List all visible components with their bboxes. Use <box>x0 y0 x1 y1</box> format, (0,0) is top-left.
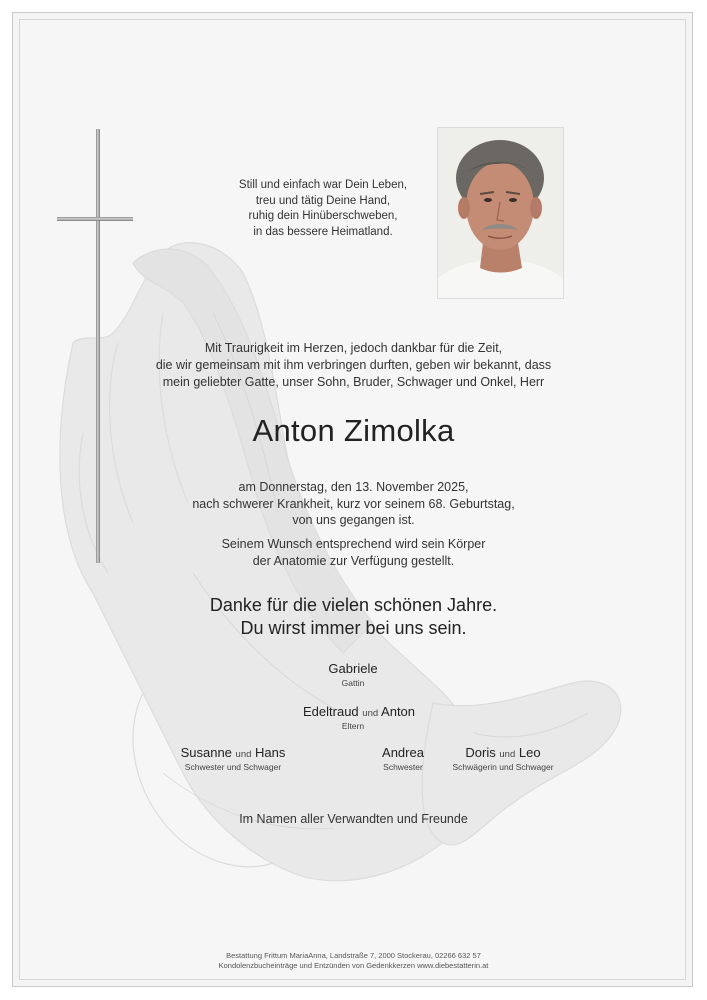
mourner-and: und <box>362 708 379 719</box>
verse-line: treu und tätig Deine Hand, <box>255 194 391 207</box>
intro-line: die wir gemeinsam mit ihm verbringen durften, geben wir bekannt, dass <box>155 358 552 372</box>
mourner-parents <box>303 704 416 731</box>
intro-line: Mit Traurigkeit im Herzen, jedoch dankbar für die Zeit, <box>204 341 503 355</box>
wish-text <box>113 536 594 569</box>
wish-line: Seinem Wunsch entsprechend wird sein Körper <box>221 537 486 551</box>
mourner-name: Anton <box>381 704 416 719</box>
footer-line: Bestattung Frittum MariaAnna, Landstraße 7, 2000 Stockerau, 02266 632 57 <box>226 951 481 960</box>
footer <box>113 951 594 971</box>
date-line: von uns gegangen ist. <box>292 513 415 527</box>
mourner-role: Eltern <box>341 721 365 731</box>
deceased-name: Anton Zimolka <box>252 413 455 448</box>
cross-icon <box>96 129 100 563</box>
verse <box>173 178 473 240</box>
mourner-andrea <box>368 745 438 772</box>
mourner-and: und <box>235 749 252 760</box>
portrait-photo <box>437 127 564 299</box>
mourner-name: Gabriele <box>328 661 378 676</box>
mourner-name: Edeltraud <box>303 704 359 719</box>
thanks-line: Danke für die vielen schönen Jahre. <box>209 595 498 615</box>
date-line: nach schwerer Krankheit, kurz vor seinem 68. Geburtstag, <box>192 496 515 511</box>
mourner-name: Andrea <box>382 745 424 760</box>
intro-text <box>113 340 594 391</box>
footer-line: Kondolenzbucheinträge und Entzünden von Gedenkkerzen www.diebestatterin.at <box>218 961 489 970</box>
mourner-name: Hans <box>255 745 286 760</box>
mourner-susanne <box>163 745 303 772</box>
date-line: am Donnerstag, den 13. November 2025, <box>238 480 469 494</box>
mourner-role: Schwester und Schwager <box>184 762 282 772</box>
mourner-role: Schwester <box>383 762 423 772</box>
mourner-and: und <box>499 749 516 760</box>
mourner-role: Schwägerin und Schwager <box>452 762 554 772</box>
mourner-role: Gattin <box>341 678 365 688</box>
mourner-doris <box>438 745 568 772</box>
verse-line: in das bessere Heimatland. <box>253 225 393 238</box>
verse-line: ruhig dein Hinüberschweben, <box>248 210 398 222</box>
thanks-text <box>113 594 594 639</box>
obituary-card <box>12 12 693 987</box>
mourner-name: Susanne <box>180 745 232 760</box>
intro-line: mein geliebter Gatte, unser Sohn, Bruder, Schwager und Onkel, Herr <box>162 375 545 389</box>
mourner-gabriele <box>303 661 403 688</box>
mourner-name: Leo <box>518 745 541 760</box>
death-date-text <box>113 479 594 529</box>
wish-line: der Anatomie zur Verfügung gestellt. <box>252 553 455 568</box>
closing-text: Im Namen aller Verwandten und Freunde <box>239 812 468 826</box>
verse-line: Still und einfach war Dein Leben, <box>238 179 408 191</box>
mourner-name: Doris <box>465 745 496 760</box>
cross-bar <box>57 217 133 221</box>
thanks-line: Du wirst immer bei uns sein. <box>240 617 467 638</box>
